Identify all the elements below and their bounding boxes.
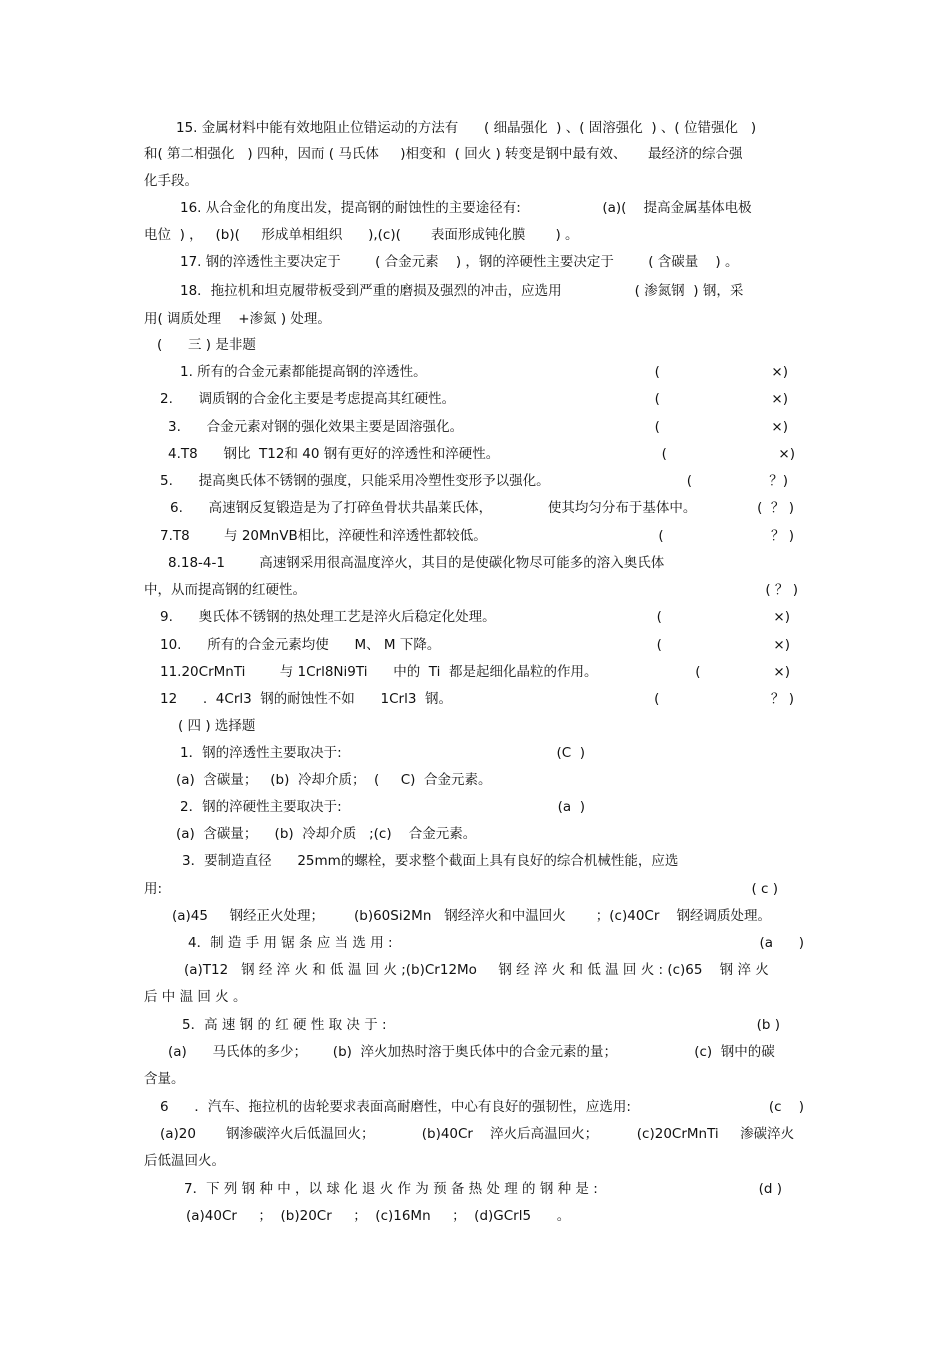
tf-item-7-mark: ( ？ ) [658,528,794,544]
multiple-choice-heading: ( 四 ) 选择题 [178,718,256,734]
q18-line-1: 18．拖拉机和坦克履带板受到严重的磨损及强烈的冲击，应选用 ( 渗氮钢 ) 钢，采 [180,283,744,299]
tf-item-5-mark: ( ？) [686,473,788,489]
q15-line-1: 15. 金属材料中能有效地阻止位错运动的方法有 ( 细晶强化 ) 、( 固溶强化 ) 、( 位错强化 ) [176,120,757,136]
tf-item-5: 5. 提高奥氏体不锈钢的强度，只能采用冷塑性变形予以强化。 [160,473,550,489]
mc-q5-options-cont: 含量。 [144,1071,185,1087]
tf-item-2: 2. 调质钢的合金化主要是考虑提高其红硬性。 [160,391,456,407]
tf-item-3-mark: ( ×) [654,419,788,435]
mc-q7-options: (a)40Cr ； (b)20Cr ； (c)16Mn ； (d)GCrl5 。 [186,1208,571,1224]
tf-item-1-mark: ( ×) [654,364,788,380]
tf-item-6: 6. 高速钢反复锻造是为了打碎鱼骨状共晶莱氏体， 使其均匀分布于基体中。 [170,500,697,516]
true-false-heading: ( 三 ) 是非题 [157,337,256,353]
tf-item-8: 8.18-4-1 高速钢采用很高温度淬火，其目的是使碳化物尽可能多的溶入奥氏体 [168,555,665,571]
mc-q1-stem: 1．钢的淬透性主要取决于: [180,745,342,761]
mc-q5-answer: (b ) [756,1017,780,1033]
tf-item-9: 9. 奥氏体不锈钢的热处理工艺是淬火后稳定化处理。 [160,609,496,625]
tf-item-10: 10. 所有的合金元素均使 M、 M 下降。 [160,637,441,653]
tf-item-12-mark: ( ？ ) [654,691,794,707]
tf-item-9-mark: ( ×) [656,609,790,625]
tf-item-4: 4.T8 钢比 T12和 40 钢有更好的淬透性和淬硬性。 [168,446,500,462]
tf-item-8-mark: ( ？ ) [765,582,798,598]
mc-q2-answer: (a ) [557,799,585,815]
mc-q4-answer: (a ) [759,935,804,951]
tf-item-12: 12 . 4Crl3 钢的耐蚀性不如 1Crl3 钢。 [160,691,453,707]
tf-item-11: 11.20CrMnTi 与 1Crl8Ni9Ti 中的 Ti 都是起细化晶粒的作用。 [160,664,598,680]
mc-q1-options: (a) 含碳量； (b) 冷却介质； ( C) 合金元素。 [176,772,492,788]
q17-line-1: 17. 钢的淬透性主要决定于 ( 合金元素 ) ，钢的淬硬性主要决定于 ( 含碳量 ) 。 [180,254,739,270]
mc-q2-stem: 2．钢的淬硬性主要取决于: [180,799,342,815]
mc-q3-stem: 3．要制造直径 25mm的螺栓，要求整个截面上具有良好的综合机械性能，应选 [182,853,679,869]
mc-q5-options: (a) 马氏体的多少； (b) 淬火加热时溶于奥氏体中的合金元素的量； (c) 钢中的碳 [168,1044,775,1060]
q16-line-2: 电位 ) ， (b)( 形成单相组织 ),(c)( 表面形成钝化膜 ) 。 [144,227,579,243]
tf-item-3: 3. 合金元素对钢的强化效果主要是固溶强化。 [168,419,464,435]
tf-item-8-cont: 中，从而提高钢的红硬性。 [144,582,306,598]
tf-item-2-mark: ( ×) [654,391,788,407]
q18-line-2: 用( 调质处理 +渗氮 ) 处理。 [144,311,331,327]
tf-item-10-mark: ( ×) [656,637,790,653]
tf-item-4-mark: ( ×) [661,446,795,462]
mc-q3-stem-cont: 用: [144,881,163,897]
tf-item-6-mark: ( ？ ) [757,500,794,516]
tf-item-7: 7.T8 与 20MnVB相比，淬硬性和淬透性都较低。 [160,528,487,544]
mc-q5-stem: 5．高 速 钢 的 红 硬 性 取 决 于 : [182,1017,387,1033]
q15-line-3: 化手段。 [144,173,198,189]
mc-q2-options: (a) 含碳量； (b) 冷却介质 ;(c) 合金元素。 [176,826,477,842]
tf-item-11-mark: ( ×) [695,664,790,680]
mc-q4-options: (a)T12 钢 经 淬 火 和 低 温 回 火 ;(b)Cr12Mo 钢 经 淬 火 和 低 温 回 火 : (c)65 钢 淬 火 [184,962,769,978]
mc-q7-answer: (d ) [758,1181,782,1197]
mc-q7-stem: 7．下 列 钢 种 中 ，以 球 化 退 火 作 为 预 备 热 处 理 的 钢 种 是 : [184,1181,598,1197]
mc-q6-options-cont: 后低温回火。 [144,1153,225,1169]
mc-q3-answer: ( c ) [751,881,778,897]
q15-line-2: 和( 第二相强化 ) 四种，因而 ( 马氏体 )相变和 ( 回火 ) 转变是钢中最有效、 最经济的综合强 [144,146,743,162]
mc-q6-answer: (c ) [768,1099,804,1115]
tf-item-1: 1. 所有的合金元素都能提高钢的淬透性。 [180,364,427,380]
q16-line-1: 16. 从合金化的角度出发，提高钢的耐蚀性的主要途径有: (a)( 提高金属基体电极 [180,200,752,216]
mc-q4-stem: 4．制 造 手 用 锯 条 应 当 选 用 : [188,935,393,951]
mc-q1-answer: (C ) [556,745,585,761]
mc-q6-options: (a)20 钢渗碳淬火后低温回火； (b)40Cr 淬火后高温回火； (c)20CrMnTi 渗碳淬火 [160,1126,795,1142]
mc-q3-options: (a)45 钢经正火处理； (b)60Si2Mn 钢经淬火和中温回火 ；(c)40Cr 钢经调质处理。 [172,908,772,924]
mc-q6-stem: 6 ．汽车、拖拉机的齿轮要求表面高耐磨性，中心有良好的强韧性，应选用: [160,1099,631,1115]
mc-q4-options-cont: 后 中 温 回 火 。 [144,989,247,1005]
